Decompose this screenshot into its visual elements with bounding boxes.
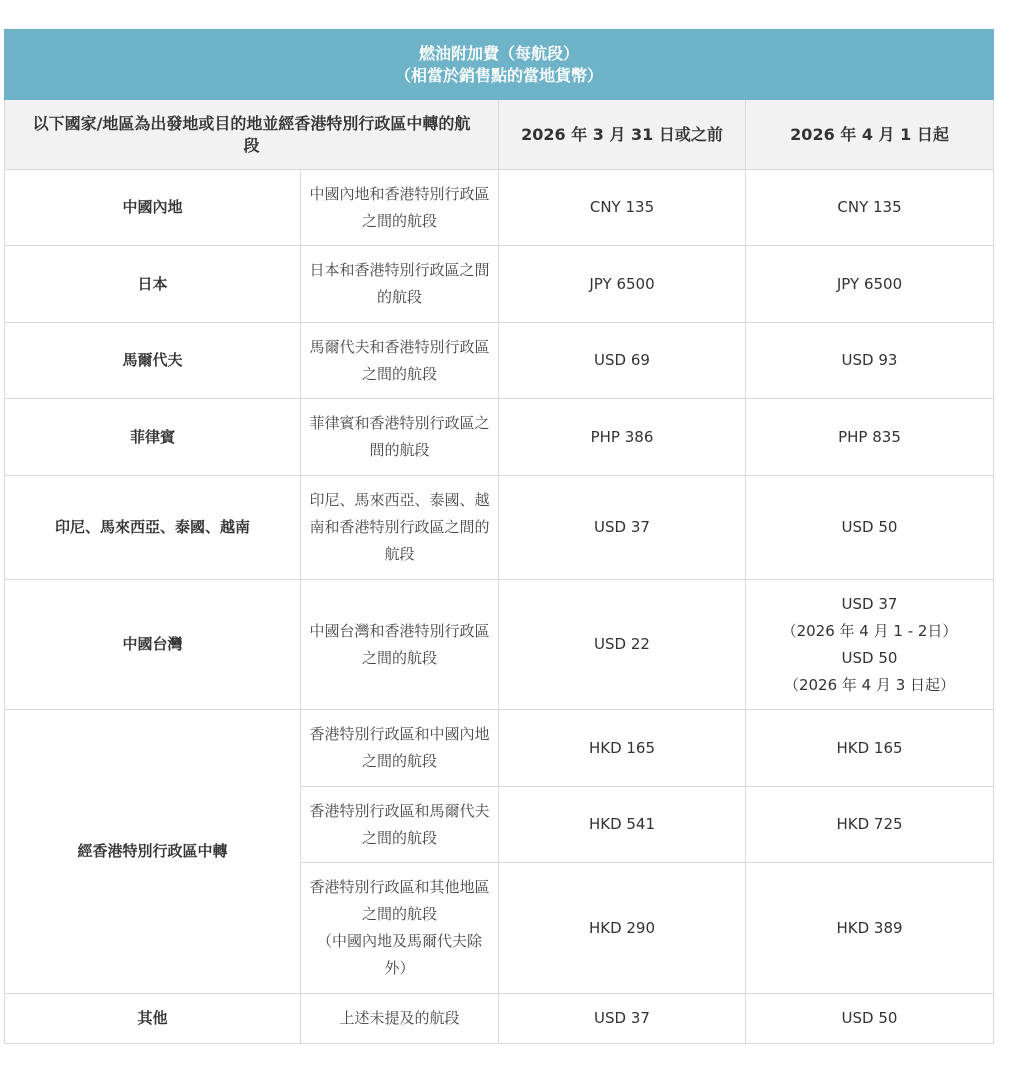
table-row (5, 170, 994, 246)
segment-cell (301, 863, 499, 994)
region-cell: 中國內地 (5, 170, 301, 246)
after-value-line: USD 50 (841, 648, 898, 667)
before-value-cell: HKD 541 (499, 787, 746, 863)
col-header-region: 以下國家/地區為出發地或目的地並經香港特別行政區中轉的航段 (5, 100, 499, 170)
table-row (5, 399, 994, 476)
before-value-cell: HKD 165 (499, 710, 746, 787)
after-value-line: USD 37 (841, 594, 898, 613)
table-title-row (5, 30, 994, 100)
segment-cell: 印尼、馬來西亞、泰國、越南和香港特別行政區之間的航段 (301, 476, 499, 580)
before-value-cell: HKD 290 (499, 863, 746, 994)
region-cell: 印尼、馬來西亞、泰國、越南 (5, 476, 301, 580)
table-row (5, 246, 994, 323)
segment-cell: 菲律賓和香港特別行政區之間的航段 (301, 399, 499, 476)
segment-cell: 日本和香港特別行政區之間的航段 (301, 246, 499, 323)
after-value-cell: USD 50 (746, 994, 994, 1044)
table-row (5, 476, 994, 580)
region-cell: 其他 (5, 994, 301, 1044)
before-value-cell: USD 22 (499, 580, 746, 710)
col-header-after: 2026 年 4 月 1 日起 (746, 100, 994, 170)
segment-cell: 中國台灣和香港特別行政區之間的航段 (301, 580, 499, 710)
before-value-cell: JPY 6500 (499, 246, 746, 323)
table-title-line-2: （相當於銷售點的當地貨幣） (395, 65, 604, 85)
after-value-cell (746, 580, 994, 710)
table-row (5, 994, 994, 1044)
after-value-cell: HKD 165 (746, 710, 994, 787)
before-value-cell: CNY 135 (499, 170, 746, 246)
table-header-row (5, 100, 994, 170)
region-cell: 菲律賓 (5, 399, 301, 476)
after-value-cell: PHP 835 (746, 399, 994, 476)
segment-cell: 香港特別行政區和馬爾代夫之間的航段 (301, 787, 499, 863)
before-value-cell: USD 37 (499, 994, 746, 1044)
after-date-note: （2026 年 4 月 1 - 2日） (781, 621, 958, 640)
region-cell: 中國台灣 (5, 580, 301, 710)
table-title-line-1: 燃油附加費（每航段） (419, 43, 580, 63)
after-value-cell: CNY 135 (746, 170, 994, 246)
before-value-cell: PHP 386 (499, 399, 746, 476)
col-header-before: 2026 年 3 月 31 日或之前 (499, 100, 746, 170)
table-row (5, 580, 994, 710)
segment-cell: 馬爾代夫和香港特別行政區之間的航段 (301, 323, 499, 399)
segment-line: 香港特別行政區和其他地區之間的航段 (309, 878, 490, 923)
region-cell: 經香港特別行政區中轉 (5, 710, 301, 994)
region-cell: 日本 (5, 246, 301, 323)
table-title (5, 30, 994, 100)
after-value-cell: USD 50 (746, 476, 994, 580)
table-row (5, 323, 994, 399)
segment-cell: 香港特別行政區和中國內地之間的航段 (301, 710, 499, 787)
after-value-cell: HKD 725 (746, 787, 994, 863)
region-cell: 馬爾代夫 (5, 323, 301, 399)
fuel-surcharge-table (4, 29, 994, 1044)
segment-cell: 上述未提及的航段 (301, 994, 499, 1044)
fuel-surcharge-table-container (4, 29, 993, 1044)
segment-note: （中國內地及馬爾代夫除外） (316, 932, 482, 977)
after-value-cell: HKD 389 (746, 863, 994, 994)
after-date-note: （2026 年 4 月 3 日起） (783, 675, 956, 694)
before-value-cell: USD 69 (499, 323, 746, 399)
before-value-cell: USD 37 (499, 476, 746, 580)
table-row (5, 710, 994, 787)
after-value-cell: JPY 6500 (746, 246, 994, 323)
after-value-cell: USD 93 (746, 323, 994, 399)
segment-cell: 中國內地和香港特別行政區之間的航段 (301, 170, 499, 246)
